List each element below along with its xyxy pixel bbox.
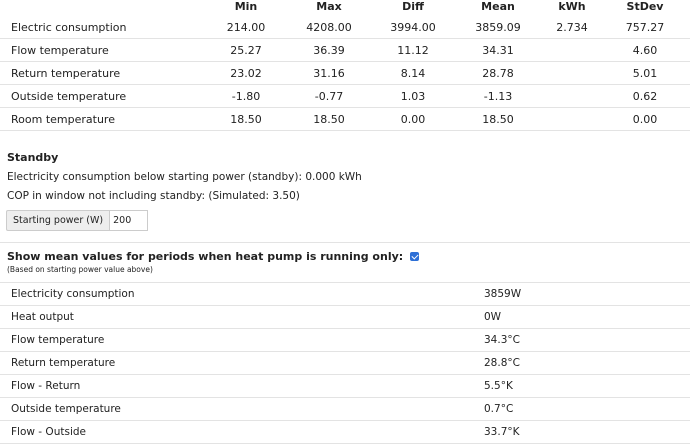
- cell-diff: 1.03: [400, 89, 426, 103]
- cell-diff: 8.14: [400, 66, 426, 80]
- cell-min: 18.50: [230, 112, 262, 126]
- table-row: [0, 375, 690, 398]
- stats-row-flow: [0, 39, 690, 62]
- cell-max: 18.50: [313, 112, 345, 126]
- cell-kwh: [541, 62, 603, 84]
- row-label: Flow temperature: [11, 334, 105, 346]
- table-row: [0, 329, 690, 352]
- row-label: Electric consumption: [11, 20, 127, 34]
- cell-mean: 18.50: [482, 112, 514, 126]
- table-row: [0, 306, 690, 329]
- row-value: 33.7°K: [484, 426, 520, 438]
- cell-mean: -1.13: [483, 89, 513, 103]
- cell-kwh: [541, 108, 603, 130]
- cell-max: -0.77: [314, 89, 344, 103]
- row-value: 28.8°C: [484, 357, 520, 369]
- row-label: Flow - Outside: [11, 426, 86, 438]
- cell-min: 214.00: [226, 20, 266, 34]
- cell-stdev: 0.00: [632, 112, 658, 126]
- section-divider: [0, 242, 690, 243]
- stats-table: [0, 0, 690, 131]
- row-value: 0.7°C: [484, 403, 514, 415]
- running-only-heading: [7, 250, 419, 263]
- header-min: Min: [234, 0, 258, 13]
- row-label: Flow - Return: [11, 380, 81, 392]
- cell-stdev: 5.01: [632, 66, 658, 80]
- header-max: Max: [316, 0, 342, 13]
- table-row: [0, 283, 690, 306]
- starting-power-input[interactable]: [109, 210, 148, 231]
- standby-heading: Standby: [7, 151, 59, 164]
- row-label: Flow temperature: [11, 43, 109, 57]
- row-label: Return temperature: [11, 66, 121, 80]
- cell-min: -1.80: [231, 89, 261, 103]
- cell-min: 25.27: [230, 43, 262, 57]
- cell-stdev: 4.60: [632, 43, 658, 57]
- row-value: 3859W: [484, 288, 522, 300]
- stats-row-outside: [0, 85, 690, 108]
- cell-mean: 34.31: [482, 43, 514, 57]
- cell-kwh: [541, 85, 603, 107]
- cell-diff: 11.12: [397, 43, 429, 57]
- running-table: [0, 282, 690, 444]
- table-row: [0, 398, 690, 421]
- cell-diff: 0.00: [400, 112, 426, 126]
- cell-max: 36.39: [313, 43, 345, 57]
- running-only-note: (Based on starting power value above): [7, 265, 153, 274]
- cell-mean: 3859.09: [475, 20, 521, 34]
- row-label: Outside temperature: [11, 403, 121, 415]
- cell-max: 31.16: [313, 66, 345, 80]
- header-mean: Mean: [481, 0, 515, 13]
- header-kwh: kWh: [558, 0, 586, 13]
- row-value: 5.5°K: [484, 380, 513, 392]
- stats-header-row: [0, 0, 690, 16]
- table-row: [0, 421, 690, 444]
- running-only-checkbox[interactable]: [410, 252, 419, 261]
- stats-row-electric: [0, 16, 690, 39]
- row-value: 0W: [484, 311, 502, 323]
- header-diff: Diff: [402, 0, 424, 13]
- row-value: 34.3°C: [484, 334, 520, 346]
- cell-diff: 3994.00: [390, 20, 436, 34]
- stats-row-return: [0, 62, 690, 85]
- cell-mean: 28.78: [482, 66, 514, 80]
- cell-stdev: 0.62: [632, 89, 658, 103]
- header-stdev: StDev: [626, 0, 664, 13]
- running-only-label: Show mean values for periods when heat pump is running only:: [7, 250, 404, 263]
- cell-min: 23.02: [230, 66, 262, 80]
- cell-stdev: 757.27: [625, 20, 665, 34]
- table-row: [0, 352, 690, 375]
- stats-row-room: [0, 108, 690, 131]
- cell-kwh: [541, 39, 603, 61]
- row-label: Room temperature: [11, 112, 115, 126]
- starting-power-label: Starting power (W): [6, 210, 109, 231]
- cell-max: 4208.00: [306, 20, 352, 34]
- starting-power-group: [6, 210, 148, 231]
- row-label: Return temperature: [11, 357, 116, 369]
- row-label: Electricity consumption: [11, 288, 135, 300]
- standby-consumption-text: Electricity consumption below starting power (standby): 0.000 kWh: [7, 171, 362, 183]
- row-label: Heat output: [11, 311, 74, 323]
- cell-kwh: 2.734: [556, 20, 588, 34]
- row-label: Outside temperature: [11, 89, 127, 103]
- cop-text: COP in window not including standby: (Simulated: 3.50): [7, 190, 300, 202]
